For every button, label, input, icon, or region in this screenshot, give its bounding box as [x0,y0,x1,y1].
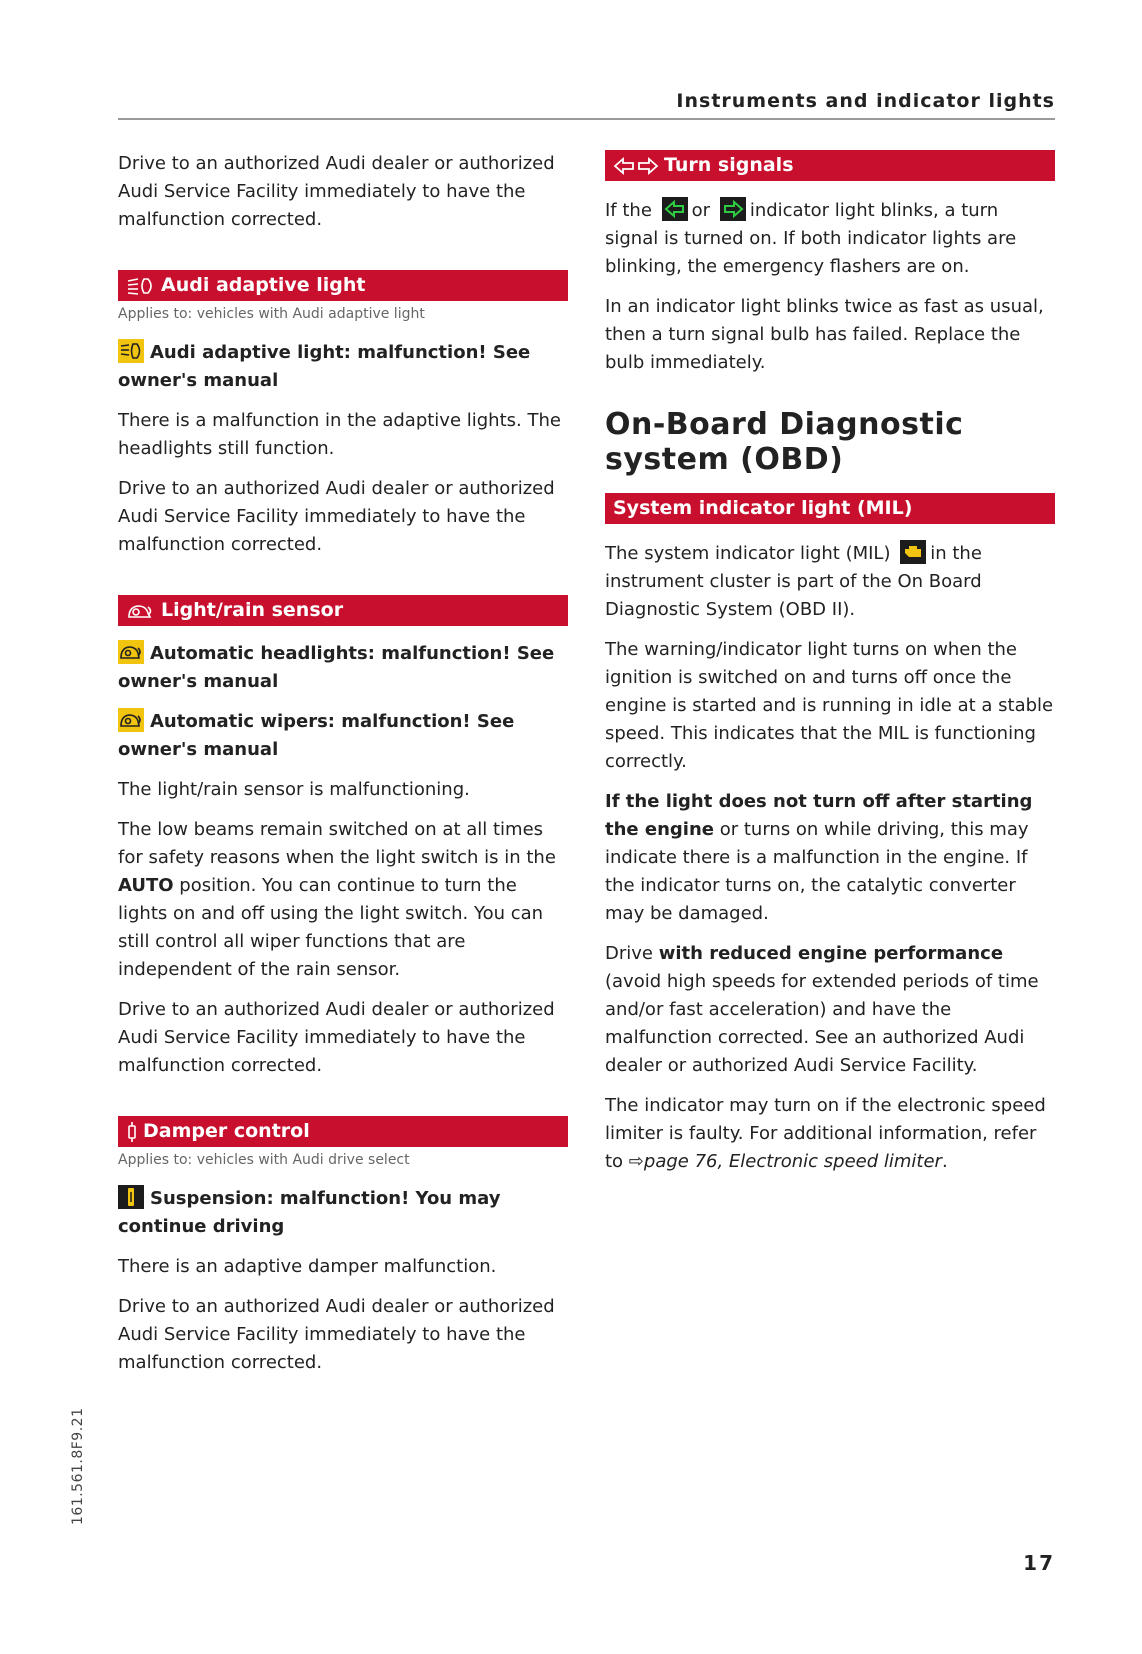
paragraph: Drive with reduced engine performance (avoid high speeds for extended periods of time and/or fast acceleration) and have the malfunction corrected. See an authorized Audi dealer or authorized Audi Service Facility. [605,943,1039,1076]
suspension-warning-icon [118,1185,144,1209]
paragraph: The low beams remain switched on at all times for safety reasons when the light switch is in the AUTO position. You can continue to turn the lights on and off using the light switch. You can still control all wiper functions that are independent of the rain sensor. [118,819,556,980]
light-sensor-warning-icon [118,640,144,664]
section-title: System indicator light (MIL) [613,497,913,519]
section-title: Light/rain sensor [161,599,344,621]
paragraph: If the or indicator light blinks, a turn signal is turned on. If both indicator lights are blinking, the emergency flashers are on. [605,197,1055,281]
light-rain-sensor-icon [126,601,156,621]
indicator-message: Audi adaptive light: malfunction! See owner's manual [118,339,568,395]
section-title: Damper control [143,1120,310,1142]
page-reference-link[interactable]: page 76, Electronic speed limiter [643,1151,942,1172]
paragraph: There is a malfunction in the adaptive lights. The headlights still function. [118,410,561,459]
paragraph: In an indicator light blinks twice as fast as usual, then a turn signal bulb has failed. Replace the bulb immediately. [605,296,1044,373]
paragraph: There is an adaptive damper malfunction. [118,1256,497,1277]
indicator-message: Suspension: malfunction! You may continue driving [118,1185,568,1241]
applies-note: Applies to: vehicles with Audi adaptive light [118,306,425,322]
page-number: 17 [1023,1551,1055,1575]
left-turn-indicator-icon [662,197,688,221]
right-column [605,150,1055,1176]
paragraph: The system indicator light (MIL) in the instrument cluster is part of the On Board Diagnostic System (OBD II). [605,540,1055,624]
turn-signal-icon [613,156,659,176]
section-bar-turn-signals [605,150,1055,181]
section-title: Audi adaptive light [161,274,366,296]
paragraph: The warning/indicator light turns on when the ignition is switched on and turns off once the engine is started and is running in idle at a stable speed. This indicates that the MIL is functioning correctly. [605,639,1054,772]
paragraph: If the light does not turn off after starting the engine or turns on while driving, this may indicate there is a malfunction in the engine. If the indicator turns on, the catalytic converter may be damaged. [605,791,1033,924]
chapter-heading: On-Board Diagnostic system (OBD) [605,407,964,477]
intro-paragraph: Drive to an authorized Audi dealer or authorized Audi Service Facility immediately to have the malfunction corrected. [118,153,555,230]
paragraph: Drive to an authorized Audi dealer or authorized Audi Service Facility immediately to have the malfunction corrected. [118,999,555,1076]
adaptive-light-icon [126,276,156,296]
section-bar-adaptive-light [118,270,568,301]
header-rule [118,118,1055,120]
running-header: Instruments and indicator lights [676,90,1055,112]
indicator-message: Automatic wipers: malfunction! See owner's manual [118,708,568,764]
rain-sensor-warning-icon [118,708,144,732]
damper-icon [126,1121,138,1143]
paragraph: The indicator may turn on if the electronic speed limiter is faulty. For additional information, refer to ⇨page 76, Electronic speed limiter. [605,1095,1046,1172]
section-bar-light-rain-sensor [118,595,568,626]
left-column [118,150,568,1377]
reference-arrow-icon: ⇨ [628,1151,644,1172]
right-turn-indicator-icon [720,197,746,221]
paragraph: Drive to an authorized Audi dealer or authorized Audi Service Facility immediately to have the malfunction corrected. [118,478,555,555]
adaptive-light-warning-icon [118,339,144,363]
paragraph: Drive to an authorized Audi dealer or authorized Audi Service Facility immediately to have the malfunction corrected. [118,1296,555,1373]
document-code: 161.561.8F9.21 [70,1407,86,1525]
applies-note: Applies to: vehicles with Audi drive select [118,1152,410,1168]
indicator-message: Automatic headlights: malfunction! See owner's manual [118,640,568,696]
engine-mil-icon [900,540,926,564]
section-bar-mil [605,493,1055,524]
section-title: Turn signals [664,154,794,176]
paragraph: The light/rain sensor is malfunctioning. [118,779,470,800]
section-bar-damper-control [118,1116,568,1147]
